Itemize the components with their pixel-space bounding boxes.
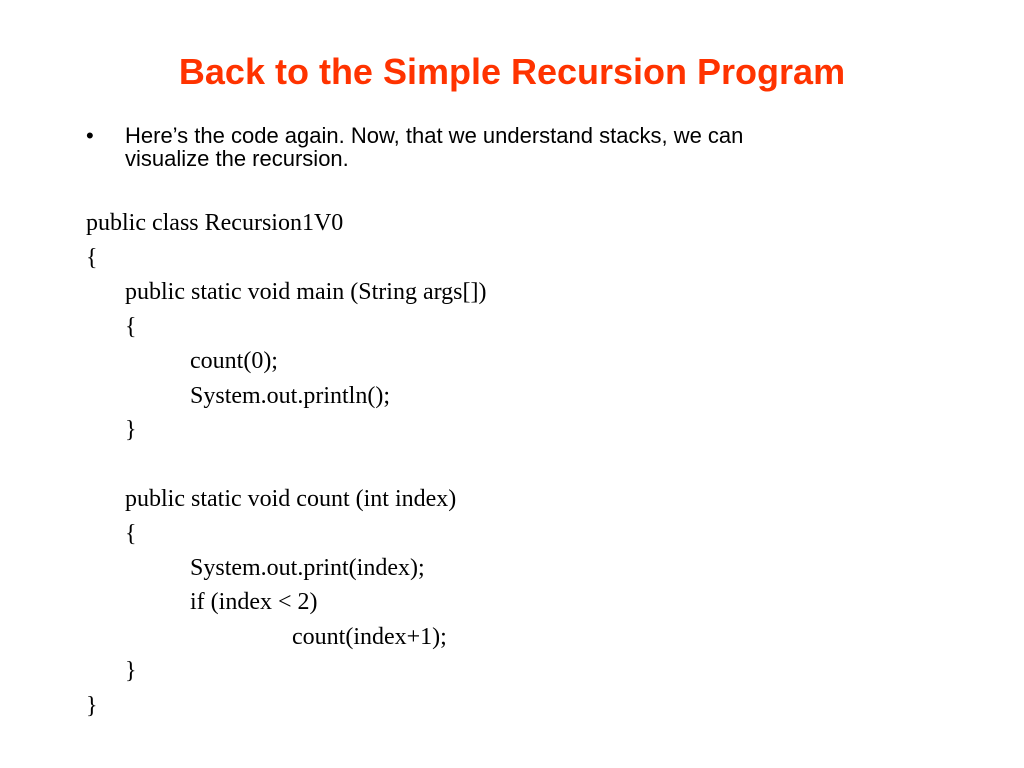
bullet-text <box>125 124 885 170</box>
code-line-count-call: count(0); <box>190 348 278 374</box>
bullet-marker: • <box>86 123 94 148</box>
slide-title: Back to the Simple Recursion Program <box>178 51 846 92</box>
code-line-class-close: } <box>86 693 98 719</box>
code-line-count-close: } <box>125 658 137 684</box>
code-line-count-open: { <box>125 521 137 547</box>
code-line-println: System.out.println(); <box>190 383 390 409</box>
code-line-main-close: } <box>125 417 137 443</box>
code-line-main-decl: public static void main (String args[]) <box>125 279 487 305</box>
code-line-open-brace: { <box>86 245 98 271</box>
bullet-text-line-1: Here’s the code again. Now, that we understand stacks, we can <box>125 123 744 148</box>
code-line-if: if (index < 2) <box>190 589 318 615</box>
bullet-text-line-2: visualize the recursion. <box>125 146 349 171</box>
code-line-recursive-call: count(index+1); <box>292 624 447 650</box>
code-line-class-decl: public class Recursion1V0 <box>86 210 344 236</box>
code-line-print-index: System.out.print(index); <box>190 555 425 581</box>
code-line-count-decl: public static void count (int index) <box>125 486 457 512</box>
code-line-main-open: { <box>125 314 137 340</box>
